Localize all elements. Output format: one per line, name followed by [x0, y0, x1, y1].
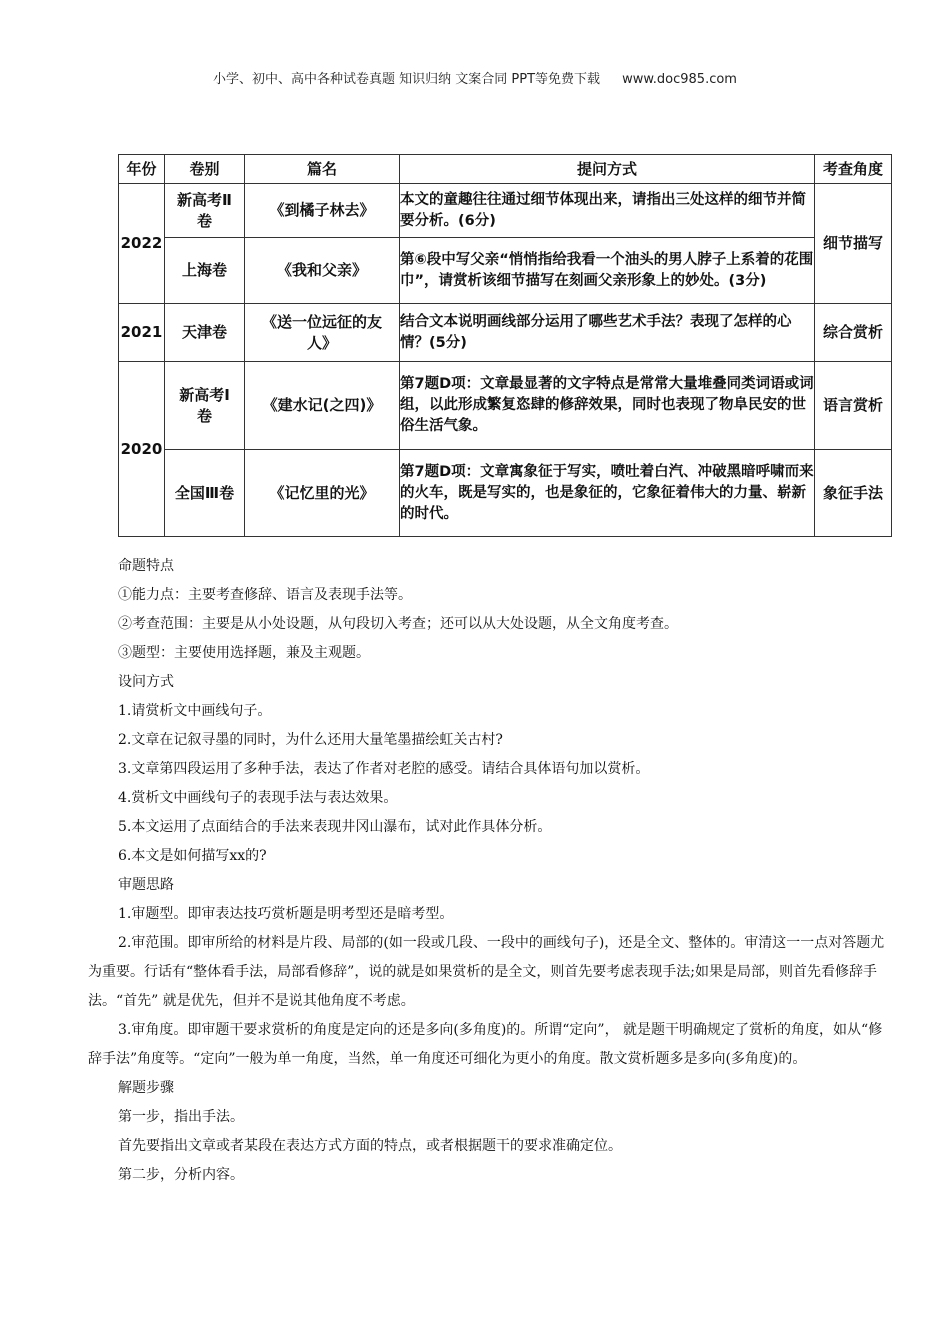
step-item: 第一步，指出手法。 [118, 1109, 244, 1125]
question-item: 5.本文运用了点面结合的手法来表现井冈山瀑布，试对此作具体分析。 [118, 819, 552, 835]
body-text [88, 552, 888, 1190]
title-cell: 《我和父亲》 [245, 238, 400, 304]
header-title: 篇名 [245, 155, 400, 184]
approach-item: 3.审角度。即审题干要求赏析的角度是定向的还是多向(多角度)的。所谓“定向”， 就是题干明确规定了赏析的角度，如从“修辞手法”角度等。“定向”一般为单一角度，当然，单一角度还可细化为更小的角度。散文赏析题多是多向(多角度)的。 [88, 1022, 883, 1067]
page-header [0, 68, 950, 87]
table-row [119, 304, 892, 362]
title-cell: 《到橘子林去》 [245, 184, 400, 238]
step-item: 第二步，分析内容。 [118, 1167, 244, 1183]
question-cell: 本文的童趣往往通过细节体现出来，请指出三处这样的细节并简要分析。(6分) [400, 184, 815, 238]
question-cell: 第⑥段中写父亲“悄悄指给我看一个油头的男人脖子上系着的花围巾”，请赏析该细节描写在刻画父亲形象上的妙处。(3分) [400, 238, 815, 304]
approach-item: 2.审范围。即审所给的材料是片段、局部的(如一段或几段、一段中的画线句子)，还是全文、整体的。审清这一一点对答题尤为重要。行话有“整体看手法，局部看修辞”，说的就是如果赏析的是全文，则首先要考虑表现手法;如果是局部，则首先看修辞手法。“首先” 就是优先，但并不是说其他角度不考虑。 [88, 935, 885, 1009]
header-year: 年份 [119, 155, 165, 184]
question-item: 1.请赏析文中画线句子。 [118, 703, 272, 719]
paper-cell: 新高考Ⅰ卷 [165, 362, 245, 450]
question-cell: 第7题D项：文章最显著的文字特点是常常大量堆叠同类词语或词组，以此形成繁复恣肆的修辞效果，同时也表现了物阜民安的世俗生活气象。 [400, 362, 815, 450]
question-item: 6.本文是如何描写xx的? [118, 848, 267, 864]
paper-cell: 新高考Ⅱ卷 [165, 184, 245, 238]
angle-cell: 语言赏析 [815, 362, 892, 450]
table-row [119, 184, 892, 238]
table-header-row [119, 155, 892, 184]
table-row [119, 450, 892, 537]
paper-cell: 上海卷 [165, 238, 245, 304]
exam-table [118, 154, 892, 537]
question-item: 4.赏析文中画线句子的表现手法与表达效果。 [118, 790, 398, 806]
question-item: 3.文章第四段运用了多种手法，表达了作者对老腔的感受。请结合具体语句加以赏析。 [118, 761, 650, 777]
paper-cell: 天津卷 [165, 304, 245, 362]
year-cell: 2021 [119, 304, 165, 362]
approach-item: 1.审题型。即审表达技巧赏析题是明考型还是暗考型。 [118, 906, 454, 922]
section-title-steps: 解题步骤 [118, 1080, 174, 1096]
section-title-approach: 审题思路 [118, 877, 174, 893]
table-row [119, 238, 892, 304]
year-cell: 2020 [119, 362, 165, 537]
table-row [119, 362, 892, 450]
question-cell: 第7题D项：文章寓象征于写实，喷吐着白汽、冲破黑暗呼啸而来的火车，既是写实的，也是象征的，它象征着伟大的力量、崭新的时代。 [400, 450, 815, 537]
feature-item: ③题型：主要使用选择题，兼及主观题。 [118, 645, 370, 661]
year-cell: 2022 [119, 184, 165, 304]
title-cell: 《记忆里的光》 [245, 450, 400, 537]
header-paper: 卷别 [165, 155, 245, 184]
feature-item: ②考查范围：主要是从小处设题，从句段切入考查；还可以从大处设题，从全文角度考查。 [118, 616, 678, 632]
header-site: www.doc985.com [622, 72, 737, 87]
step-item: 首先要指出文章或者某段在表达方式方面的特点，或者根据题干的要求准确定位。 [118, 1138, 622, 1154]
question-cell: 结合文本说明画线部分运用了哪些艺术手法？表现了怎样的心情？(5分) [400, 304, 815, 362]
header-question: 提问方式 [400, 155, 815, 184]
paper-cell: 全国Ⅲ卷 [165, 450, 245, 537]
angle-cell: 象征手法 [815, 450, 892, 537]
feature-item: ①能力点：主要考查修辞、语言及表现手法等。 [118, 587, 412, 603]
question-item: 2.文章在记叙寻墨的同时，为什么还用大量笔墨描绘虹关古村? [118, 732, 503, 748]
angle-cell: 细节描写 [815, 184, 892, 304]
title-cell: 《送一位远征的友人》 [245, 304, 400, 362]
angle-cell: 综合赏析 [815, 304, 892, 362]
title-cell: 《建水记(之四)》 [245, 362, 400, 450]
header-text: 小学、初中、高中各种试卷真题 知识归纳 文案合同 PPT等免费下载 [213, 72, 601, 87]
section-title-features: 命题特点 [118, 558, 174, 574]
header-angle: 考查角度 [815, 155, 892, 184]
section-title-questions: 设问方式 [118, 674, 174, 690]
